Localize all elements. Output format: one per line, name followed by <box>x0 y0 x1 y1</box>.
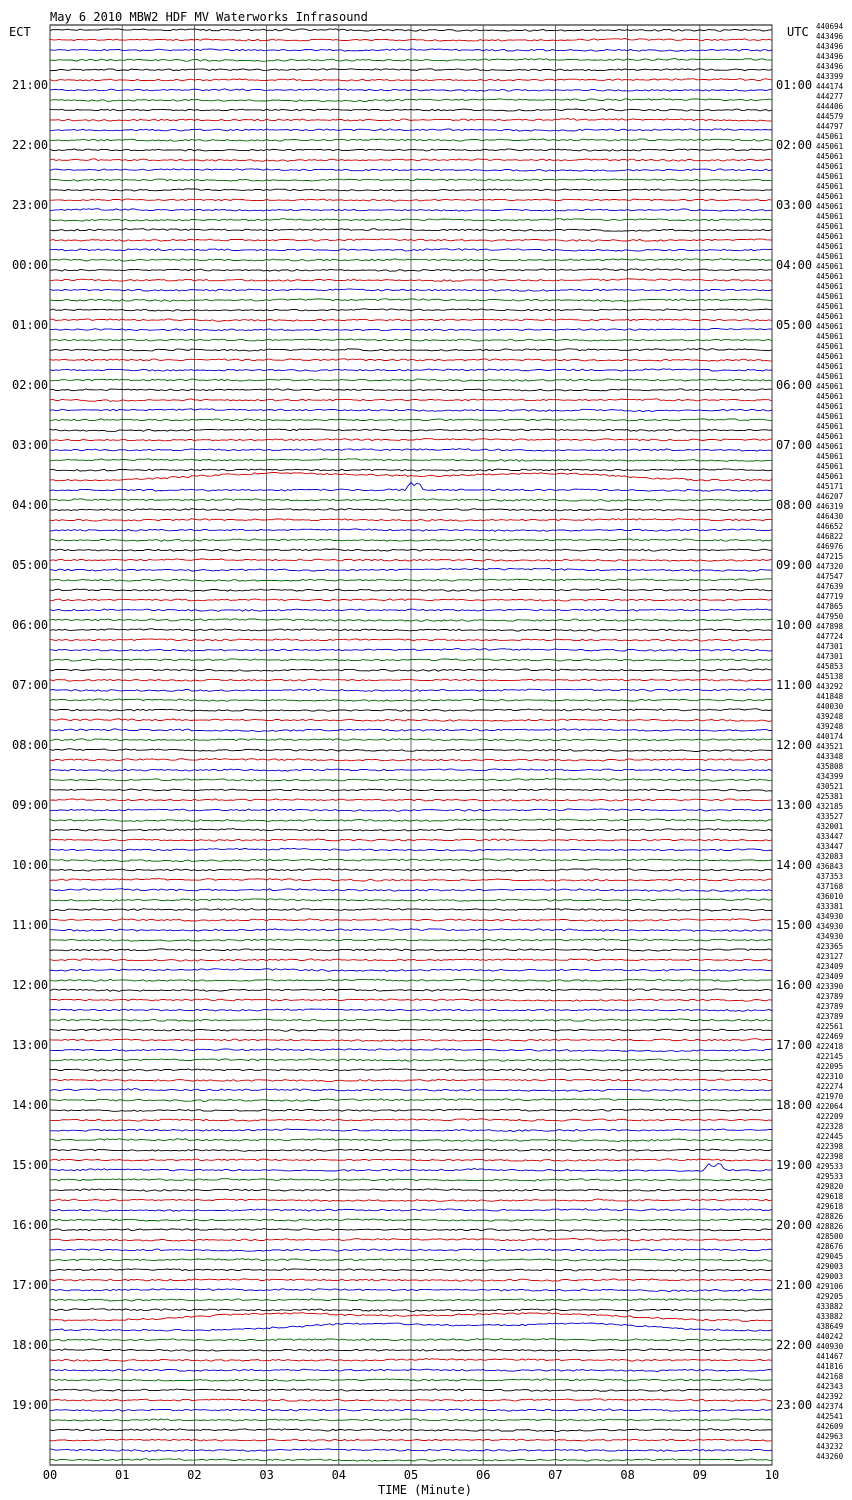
row-scale-label: 428826 <box>816 1212 844 1221</box>
row-scale-label: 430521 <box>816 782 844 791</box>
x-tick-08: 08 <box>620 1468 635 1482</box>
row-scale-label: 442343 <box>816 1382 844 1391</box>
row-scale-label: 433447 <box>816 832 844 841</box>
row-scale-label: 443260 <box>816 1452 844 1461</box>
row-scale-label: 422398 <box>816 1152 844 1161</box>
row-scale-label: 445061 <box>816 142 844 151</box>
row-scale-label: 446822 <box>816 532 844 541</box>
row-scale-label: 445061 <box>816 382 844 391</box>
row-scale-label: 443496 <box>816 62 844 71</box>
row-scale-label: 446430 <box>816 512 844 521</box>
left-hour-label: 17:00 <box>12 1278 49 1292</box>
x-tick-05: 05 <box>403 1468 419 1482</box>
left-hour-label: 15:00 <box>12 1158 49 1172</box>
row-scale-label: 444797 <box>816 122 844 131</box>
right-hour-label: 01:00 <box>776 78 813 92</box>
row-scale-label: 428676 <box>816 1242 844 1251</box>
row-scale-label: 445061 <box>816 422 844 431</box>
left-hour-label: 05:00 <box>12 558 49 572</box>
left-hour-label: 14:00 <box>12 1098 49 1112</box>
row-scale-label: 432185 <box>816 802 844 811</box>
row-scale-label: 447724 <box>816 632 844 641</box>
left-hour-label: 19:00 <box>12 1398 49 1412</box>
row-scale-label: 442168 <box>816 1372 844 1381</box>
row-scale-label: 445171 <box>816 482 844 491</box>
row-scale-label: 429106 <box>816 1282 844 1291</box>
row-scale-label: 429820 <box>816 1182 844 1191</box>
row-scale-label: 422274 <box>816 1082 844 1091</box>
row-scale-label: 445061 <box>816 322 844 331</box>
row-scale-label: 432083 <box>816 852 844 861</box>
row-scale-label: 445061 <box>816 372 844 381</box>
row-scale-label: 423409 <box>816 962 844 971</box>
x-tick-02: 02 <box>187 1468 202 1482</box>
row-scale-label: 447301 <box>816 652 844 661</box>
row-scale-label: 443348 <box>816 752 844 761</box>
row-scale-label: 423365 <box>816 942 844 951</box>
row-scale-label: 436843 <box>816 862 844 871</box>
right-hour-label: 12:00 <box>776 738 813 752</box>
right-hour-label: 18:00 <box>776 1098 813 1112</box>
row-scale-label: 423789 <box>816 992 844 1001</box>
row-scale-label: 445061 <box>816 392 844 401</box>
row-scale-label: 442374 <box>816 1402 844 1411</box>
row-scale-label: 445061 <box>816 182 844 191</box>
row-scale-label: 429533 <box>816 1172 844 1181</box>
x-tick-06: 06 <box>475 1468 491 1482</box>
row-scale-label: 437168 <box>816 882 844 891</box>
row-scale-label: 445061 <box>816 362 844 371</box>
left-hour-label: 11:00 <box>12 918 49 932</box>
row-scale-label: 445061 <box>816 472 844 481</box>
row-scale-label: 422064 <box>816 1102 844 1111</box>
right-hour-label: 20:00 <box>776 1218 813 1232</box>
left-hour-labels <box>12 78 48 1412</box>
row-scale-label: 446319 <box>816 502 844 511</box>
row-scale-label: 440930 <box>816 1342 844 1351</box>
left-hour-label: 02:00 <box>12 378 49 392</box>
row-scale-label: 445061 <box>816 242 844 251</box>
row-scale-label: 422398 <box>816 1142 844 1151</box>
row-scale-label: 422418 <box>816 1042 844 1051</box>
right-hour-label: 17:00 <box>776 1038 813 1052</box>
chart-title: May 6 2010 MBW2 HDF MV Waterworks Infrasound <box>50 10 368 24</box>
left-hour-label: 01:00 <box>12 318 49 332</box>
row-scale-label: 422469 <box>816 1032 844 1041</box>
right-hour-label: 03:00 <box>776 198 813 212</box>
left-axis-label-ect: ECT <box>9 25 31 39</box>
row-scale-label: 436010 <box>816 892 844 901</box>
row-scale-label: 429618 <box>816 1192 844 1201</box>
left-hour-label: 07:00 <box>12 678 49 692</box>
row-scale-label: 437353 <box>816 872 844 881</box>
left-hour-label: 06:00 <box>12 618 49 632</box>
row-scale-label: 423127 <box>816 952 844 961</box>
row-scale-label: 433447 <box>816 842 844 851</box>
row-scale-label: 432001 <box>816 822 844 831</box>
row-scale-label: 423390 <box>816 982 844 991</box>
row-scale-label: 447320 <box>816 562 844 571</box>
row-scale-label: 440030 <box>816 702 844 711</box>
row-scale-label: 429618 <box>816 1202 844 1211</box>
row-scale-label: 445061 <box>816 442 844 451</box>
right-hour-label: 14:00 <box>776 858 813 872</box>
row-scale-label: 444406 <box>816 102 844 111</box>
row-scale-label: 445061 <box>816 332 844 341</box>
row-scale-label: 446652 <box>816 522 844 531</box>
row-scale-label: 423789 <box>816 1002 844 1011</box>
row-scale-label: 433381 <box>816 902 844 911</box>
row-scale-label: 423409 <box>816 972 844 981</box>
x-tick-03: 03 <box>259 1468 274 1482</box>
row-scale-label: 434930 <box>816 912 844 921</box>
row-scale-label: 423789 <box>816 1012 844 1021</box>
row-scale-label: 433527 <box>816 812 844 821</box>
row-scale-label: 445061 <box>816 302 844 311</box>
right-hour-label: 05:00 <box>776 318 813 332</box>
row-scale-label: 422445 <box>816 1132 844 1141</box>
row-scale-label: 445061 <box>816 432 844 441</box>
row-scale-label: 434930 <box>816 932 844 941</box>
x-tick-00: 00 <box>42 1468 58 1482</box>
left-hour-label: 04:00 <box>12 498 49 512</box>
row-scale-label: 447898 <box>816 622 844 631</box>
row-scale-label: 443292 <box>816 682 844 691</box>
row-scale-label: 442541 <box>816 1412 844 1421</box>
row-scale-label: 447719 <box>816 592 844 601</box>
row-scale-label: 428826 <box>816 1222 844 1231</box>
x-tick-04: 04 <box>331 1468 347 1482</box>
row-scale-label: 445061 <box>816 352 844 361</box>
row-scale-label: 445061 <box>816 312 844 321</box>
row-scale-label: 443232 <box>816 1442 844 1451</box>
row-scale-label: 442392 <box>816 1392 844 1401</box>
row-scale-label: 443521 <box>816 742 844 751</box>
row-scale-label: 445061 <box>816 452 844 461</box>
right-axis-label-utc: UTC <box>787 25 809 39</box>
row-scale-label: 443496 <box>816 32 844 41</box>
right-hour-label: 15:00 <box>776 918 813 932</box>
row-scale-label: 422145 <box>816 1052 844 1061</box>
left-hour-label: 22:00 <box>12 138 49 152</box>
right-hour-label: 21:00 <box>776 1278 813 1292</box>
row-scale-label: 447301 <box>816 642 844 651</box>
row-scale-label: 443399 <box>816 72 844 81</box>
row-scale-label: 445138 <box>816 672 844 681</box>
row-scale-label: 446207 <box>816 492 844 501</box>
x-tick-10: 10 <box>764 1468 780 1482</box>
row-scale-label: 445061 <box>816 342 844 351</box>
right-hour-label: 23:00 <box>776 1398 813 1412</box>
row-scale-label: 422328 <box>816 1122 844 1131</box>
row-scale-label: 440174 <box>816 732 844 741</box>
right-hour-label: 09:00 <box>776 558 813 572</box>
row-scale-label: 434399 <box>816 772 844 781</box>
row-scale-label: 443496 <box>816 42 844 51</box>
row-scale-label: 444277 <box>816 92 844 101</box>
x-tick-07: 07 <box>548 1468 563 1482</box>
row-scale-label: 439248 <box>816 722 844 731</box>
x-tick-09: 09 <box>692 1468 708 1482</box>
row-scale-label: 445061 <box>816 462 844 471</box>
left-hour-label: 23:00 <box>12 198 49 212</box>
row-scale-label: 422095 <box>816 1062 844 1071</box>
x-tick-labels <box>43 1468 779 1482</box>
right-hour-label: 07:00 <box>776 438 813 452</box>
left-hour-label: 10:00 <box>12 858 49 872</box>
right-hour-label: 02:00 <box>776 138 813 152</box>
row-scale-label: 425381 <box>816 792 844 801</box>
left-hour-label: 16:00 <box>12 1218 49 1232</box>
row-scale-label: 447215 <box>816 552 844 561</box>
row-scale-label: 447865 <box>816 602 844 611</box>
right-hour-label: 16:00 <box>776 978 813 992</box>
row-scale-label: 429533 <box>816 1162 844 1171</box>
row-scale-label: 440694 <box>816 22 844 31</box>
row-scale-label: 439248 <box>816 712 844 721</box>
row-scale-label: 429205 <box>816 1292 844 1301</box>
row-scale-label: 446976 <box>816 542 844 551</box>
row-scale-label: 443496 <box>816 52 844 61</box>
row-scale-label: 445061 <box>816 272 844 281</box>
x-axis-title: TIME (Minute) <box>378 1483 472 1497</box>
row-scale-label: 447950 <box>816 612 844 621</box>
row-scale-label: 445061 <box>816 172 844 181</box>
row-scale-label: 433882 <box>816 1312 844 1321</box>
row-scale-label: 441816 <box>816 1362 844 1371</box>
right-hour-label: 08:00 <box>776 498 813 512</box>
row-scale-label: 445061 <box>816 222 844 231</box>
row-scale-label: 429045 <box>816 1252 844 1261</box>
row-scale-label: 445061 <box>816 412 844 421</box>
left-hour-label: 09:00 <box>12 798 49 812</box>
row-scale-label: 444174 <box>816 82 844 91</box>
row-scale-label: 435808 <box>816 762 844 771</box>
right-hour-label: 13:00 <box>776 798 813 812</box>
row-scale-label: 445061 <box>816 252 844 261</box>
right-hour-label: 19:00 <box>776 1158 813 1172</box>
row-scale-label: 440242 <box>816 1332 844 1341</box>
row-scale-label: 438649 <box>816 1322 844 1331</box>
row-scale-label: 445061 <box>816 152 844 161</box>
left-hour-label: 13:00 <box>12 1038 49 1052</box>
row-scale-label: 445061 <box>816 132 844 141</box>
row-scale-label: 433882 <box>816 1302 844 1311</box>
left-hour-label: 21:00 <box>12 78 49 92</box>
row-scale-label: 429003 <box>816 1272 844 1281</box>
row-scale-label: 444579 <box>816 112 844 121</box>
row-scale-label: 445061 <box>816 292 844 301</box>
row-scale-label: 422310 <box>816 1072 844 1081</box>
left-hour-label: 18:00 <box>12 1338 49 1352</box>
row-scale-label: 429003 <box>816 1262 844 1271</box>
right-hour-labels <box>776 78 812 1412</box>
row-scale-label: 445061 <box>816 192 844 201</box>
row-scale-label: 421970 <box>816 1092 844 1101</box>
row-scale-label: 445853 <box>816 662 844 671</box>
right-hour-label: 11:00 <box>776 678 813 692</box>
left-hour-label: 00:00 <box>12 258 49 272</box>
row-scale-label: 447547 <box>816 572 844 581</box>
right-hour-label: 06:00 <box>776 378 813 392</box>
row-scale-label: 441467 <box>816 1352 844 1361</box>
row-scale-label: 445061 <box>816 282 844 291</box>
row-scale-label: 445061 <box>816 212 844 221</box>
row-scale-label: 422561 <box>816 1022 844 1031</box>
row-scale-label: 445061 <box>816 162 844 171</box>
row-scale-label: 447639 <box>816 582 844 591</box>
row-scale-label: 434930 <box>816 922 844 931</box>
row-scale-label: 422209 <box>816 1112 844 1121</box>
row-scale-label: 441848 <box>816 692 844 701</box>
row-scale-label: 442609 <box>816 1422 844 1431</box>
x-tick-01: 01 <box>114 1468 130 1482</box>
left-hour-label: 03:00 <box>12 438 49 452</box>
row-scale-label: 445061 <box>816 402 844 411</box>
row-scale-label: 442963 <box>816 1432 844 1441</box>
row-scale-labels <box>816 22 844 1461</box>
row-scale-label: 445061 <box>816 262 844 271</box>
right-hour-label: 04:00 <box>776 258 813 272</box>
left-hour-label: 08:00 <box>12 738 49 752</box>
left-hour-label: 12:00 <box>12 978 49 992</box>
right-hour-label: 10:00 <box>776 618 813 632</box>
row-scale-label: 445061 <box>816 232 844 241</box>
right-hour-label: 22:00 <box>776 1338 813 1352</box>
row-scale-label: 428500 <box>816 1232 844 1241</box>
row-scale-label: 445061 <box>816 202 844 211</box>
